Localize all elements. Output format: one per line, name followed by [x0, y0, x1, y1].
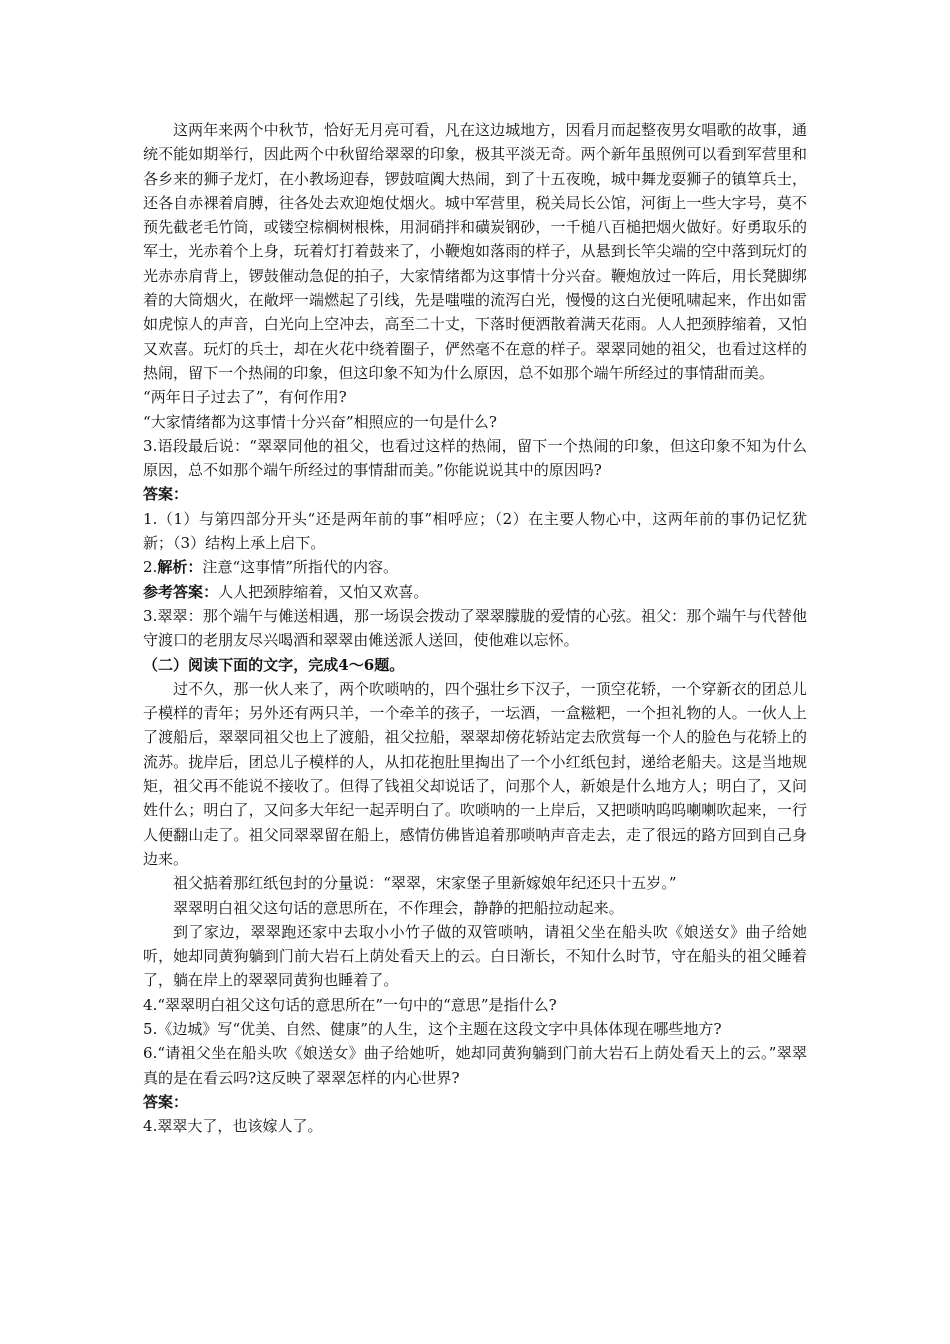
reference-answer-text: 人人把颈脖缩着，又怕又欢喜。 [218, 582, 429, 601]
question-6: 6.“请祖父坐在船头吹《娘送女》曲子给她听，她却同黄狗躺到门前大岩石上荫处看天上的云。”翠翠真的是在看云吗?这反映了翠翠怎样的内心世界? [143, 1044, 807, 1087]
section-2-heading: （二）阅读下面的文字，完成4～6题。 [143, 655, 405, 674]
answer-heading-2: 答案： [143, 1092, 189, 1111]
question-5: 5.《边城》写“优美、自然、健康”的人生，这个主题在这段文字中具体体现在哪些地方? [143, 1019, 722, 1038]
question-3: 3.语段最后说：“翠翠同他的祖父，也看过这样的热闹，留下一个热闹的印象，但这印象不知为什么原因，总不如那个端午所经过的事情甜而美。”你能说说其中的原因吗? [143, 436, 807, 480]
answer-2-label: 解析： [157, 558, 203, 577]
question-1: “两年日子过去了”，有何作用? [143, 388, 347, 407]
answer-2 [143, 555, 807, 579]
answer-3: 3.翠翠：那个端午与傩送相遇，那一场误会拨动了翠翠朦胧的爱情的心弦。祖父：那个端午与代替他守渡口的老朋友尽兴喝酒和翠翠由傩送派人送回，使他难以忘怀。 [143, 606, 807, 650]
passage-2-paragraph-4: 到了家边，翠翠跑还家中去取小小竹子做的双管唢呐，请祖父坐在船头吹《娘送女》曲子给她听，她却同黄狗躺到门前大岩石上荫处看天上的云。白日渐长，不知什么时节，守在船头的祖父睡着了，躺在岸上的翠翠同黄狗也睡着了。 [143, 922, 807, 990]
answer-heading: 答案： [143, 485, 189, 504]
reference-answer-label: 参考答案： [143, 582, 219, 601]
passage-2-paragraph-2: 祖父掂着那红纸包封的分量说：“翠翠，宋家堡子里新嫁娘年纪还只十五岁。” [173, 874, 677, 893]
answer-2-prefix: 2. [143, 558, 158, 577]
passage-1: 这两年来两个中秋节，恰好无月亮可看，凡在这边城地方，因看月而起整夜男女唱歌的故事，通统不能如期举行，因此两个中秋留给翠翠的印象，极其平淡无奇。两个新年虽照例可以看到军营里和各乡来的狮子龙灯，在小教场迎春，锣鼓喧阗大热闹，到了十五夜晚，城中舞龙耍狮子的镇筸兵士，还各自赤裸着肩膊，往各处去欢迎炮仗烟火。城中军营里，税关局长公馆，河街上一些大字号，莫不预先截老毛竹筒，或镂空棕榈树根株，用洞硝拌和磺炭钢砂，一千槌八百槌把烟火做好。好勇取乐的军士，光赤着个上身，玩着灯打着鼓来了，小鞭炮如落雨的样子，从悬到长竿尖端的空中落到玩灯的光赤赤肩背上，锣鼓催动急促的拍子，大家情绪都为这事情十分兴奋。鞭炮放过一阵后，用长凳脚绑着的大筒烟火，在敞坪一端燃起了引线，先是嗤嗤的流泻白光，慢慢的这白光便吼啸起来，作出如雷如虎惊人的声音，白光向上空冲去，高至二十丈，下落时便洒散着满天花雨。人人把颈脖缩着，又怕又欢喜。玩灯的兵士，却在火花中绕着圈子，俨然毫不在意的样子。翠翠同她的祖父，也看过这样的热闹，留下一个热闹的印象，但这印象不知为什么原因，总不如那个端午所经过的事情甜而美。 [143, 121, 807, 382]
document-page [143, 118, 807, 1138]
question-2: “大家情绪都为这事情十分兴奋”相照应的一句是什么? [143, 412, 497, 431]
answer-4: 4.翠翠大了，也该嫁人了。 [143, 1117, 323, 1136]
passage-2-paragraph-3: 翠翠明白祖父这句话的意思所在，不作理会，静静的把船拉动起来。 [173, 898, 624, 917]
passage-2-paragraph-1: 过不久，那一伙人来了，两个吹唢呐的，四个强壮乡下汉子，一顶空花轿，一个穿新衣的团总儿子模样的青年；另外还有两只羊，一个牵羊的孩子，一坛酒，一盒糍粑，一个担礼物的人。一伙人上了渡船后，翠翠同祖父也上了渡船，祖父拉船，翠翠却傍花轿站定去欣赏每一个人的脸色与花轿上的流苏。拢岸后，团总儿子模样的人，从扣花抱肚里掏出了一个小红纸包封，递给老船夫。这是当地规矩，祖父再不能说不接收了。但得了钱祖父却说话了，问那个人，新娘是什么地方人；明白了，又问姓什么；明白了，又问多大年纪一起弄明白了。吹唢呐的一上岸后，又把唢呐呜呜喇喇吹起来，一行人便翻山走了。祖父同翠翠留在船上，感情仿佛皆追着那唢呐声音走去，走了很远的路方回到自己身边来。 [143, 679, 807, 868]
answer-1: 1.（1）与第四部分开头“还是两年前的事”相呼应；（2）在主要人物心中，这两年前的事仍记忆犹新；（3）结构上承上启下。 [143, 509, 807, 553]
answer-2-text: 注意“这事情”所指代的内容。 [202, 558, 399, 577]
question-4: 4.“翠翠明白祖父这句话的意思所在”一句中的“意思”是指什么? [143, 995, 557, 1014]
answer-2-reference [143, 580, 807, 604]
